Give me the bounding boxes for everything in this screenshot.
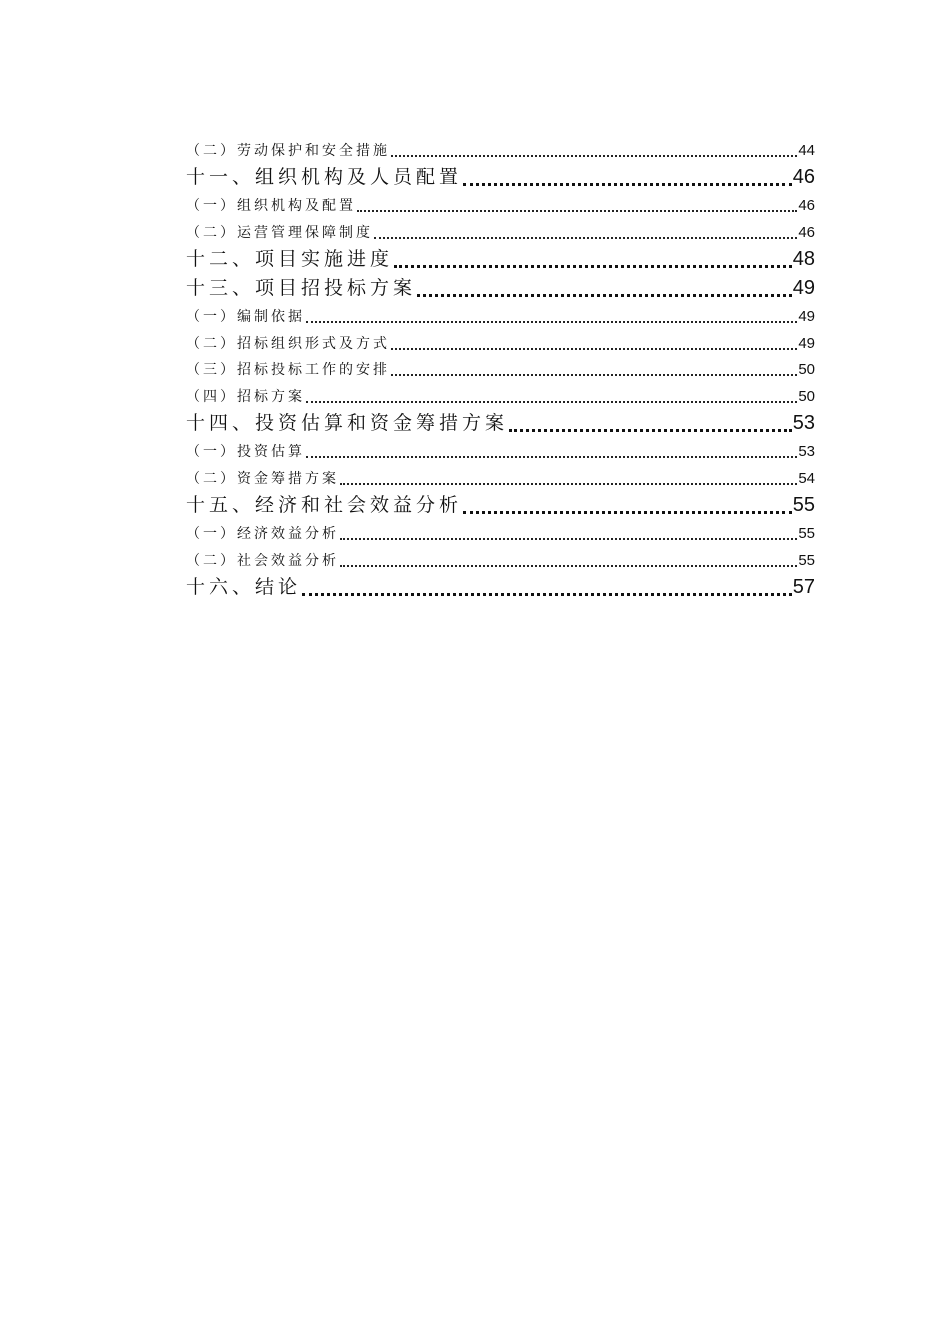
table-of-contents <box>186 134 815 600</box>
toc-entry[interactable] <box>186 134 815 161</box>
toc-entry-page: 53 <box>798 443 815 460</box>
toc-entry-page: 50 <box>798 387 815 405</box>
toc-entry-page: 49 <box>792 276 815 299</box>
toc-entry[interactable] <box>186 161 815 190</box>
toc-entry[interactable] <box>186 354 815 381</box>
toc-entry-title: （二）资金筹措方案 <box>186 470 339 487</box>
toc-entry-title: （二）招标组织形式及方式 <box>186 335 390 352</box>
toc-entry[interactable] <box>186 571 815 600</box>
toc-entry[interactable] <box>186 407 815 436</box>
dot-leader <box>391 348 797 350</box>
dot-leader <box>302 593 792 596</box>
dot-leader <box>357 210 797 212</box>
dot-leader <box>417 294 792 297</box>
toc-entry[interactable] <box>186 272 815 301</box>
toc-entry-title: 十五、经济和社会效益分析 <box>186 493 463 516</box>
toc-entry-title: （二）社会效益分析 <box>186 552 339 569</box>
toc-entry-page: 55 <box>798 551 815 569</box>
toc-entry-page: 49 <box>798 308 815 325</box>
toc-entry-title: （三）招标投标工作的安排 <box>186 362 390 378</box>
toc-entry-page: 46 <box>798 197 815 214</box>
dot-leader <box>509 429 792 432</box>
toc-entry[interactable] <box>186 544 815 571</box>
toc-entry[interactable] <box>186 327 815 354</box>
dot-leader <box>306 456 797 458</box>
dot-leader <box>340 538 797 540</box>
toc-entry-title: （一）编制依据 <box>186 309 305 325</box>
toc-entry-title: 十三、项目招投标方案 <box>186 276 417 299</box>
dot-leader <box>306 401 797 403</box>
dot-leader <box>391 374 797 376</box>
toc-entry-title: （一）投资估算 <box>186 444 305 460</box>
dot-leader <box>340 483 797 485</box>
toc-entry-page: 55 <box>792 493 815 516</box>
toc-entry[interactable] <box>186 380 815 407</box>
toc-entry-page: 57 <box>792 575 815 598</box>
toc-entry[interactable] <box>186 462 815 489</box>
toc-entry-page: 54 <box>798 469 815 487</box>
toc-entry[interactable] <box>186 190 815 217</box>
toc-entry-title: （一）经济效益分析 <box>186 526 339 542</box>
dot-leader <box>463 183 792 186</box>
toc-entry-page: 49 <box>798 334 815 352</box>
dot-leader <box>306 321 797 323</box>
dot-leader <box>374 237 797 239</box>
toc-entry-title: （二）运营管理保障制度 <box>186 224 373 241</box>
toc-entry-page: 44 <box>798 141 815 159</box>
dot-leader <box>463 511 792 514</box>
toc-entry-title: 十二、项目实施进度 <box>186 247 394 270</box>
toc-entry[interactable] <box>186 518 815 545</box>
toc-entry-title: 十六、结论 <box>186 575 302 598</box>
toc-entry-title: （四）招标方案 <box>186 388 305 405</box>
toc-entry[interactable] <box>186 243 815 272</box>
toc-entry-page: 53 <box>792 411 815 434</box>
dot-leader <box>391 155 797 157</box>
toc-entry[interactable] <box>186 216 815 243</box>
toc-entry[interactable] <box>186 301 815 328</box>
toc-entry-title: 十一、组织机构及人员配置 <box>186 165 463 188</box>
toc-entry-page: 48 <box>792 247 815 270</box>
toc-entry-page: 46 <box>798 223 815 241</box>
toc-entry-title: （一）组织机构及配置 <box>186 198 356 214</box>
dot-leader <box>394 265 792 268</box>
toc-entry[interactable] <box>186 489 815 518</box>
toc-entry-page: 46 <box>792 165 815 188</box>
toc-entry-title: （二）劳动保护和安全措施 <box>186 142 390 159</box>
toc-entry[interactable] <box>186 436 815 463</box>
dot-leader <box>340 565 797 567</box>
toc-entry-page: 50 <box>798 361 815 378</box>
toc-entry-page: 55 <box>798 525 815 542</box>
toc-entry-title: 十四、投资估算和资金筹措方案 <box>186 411 509 434</box>
